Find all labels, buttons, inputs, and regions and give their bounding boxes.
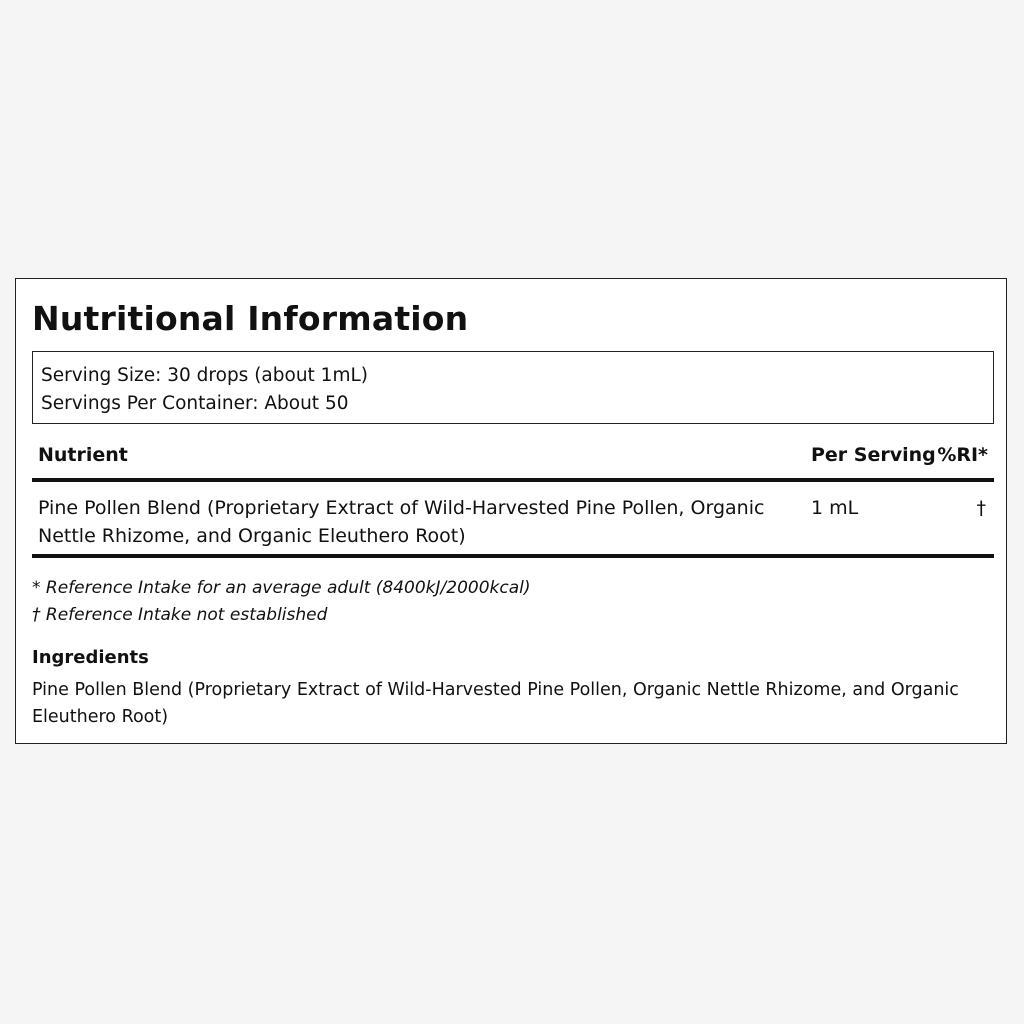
footnote-reference-intake: * Reference Intake for an average adult (8400kJ/2000kcal) [32, 578, 531, 598]
panel-title: Nutritional Information [32, 299, 469, 338]
header-nutrient: Nutrient [38, 444, 128, 466]
row-nutrient-name: Pine Pollen Blend (Proprietary Extract of Wild-Harvested Pine Pollen, Organic Nettle Rhizome, and Organic Eleuthero Root) [38, 497, 765, 547]
header-ri: %RI* [937, 444, 988, 466]
ingredients-heading: Ingredients [32, 647, 149, 668]
nutrient-table-header [32, 442, 994, 482]
ingredients-text: Pine Pollen Blend (Proprietary Extract of Wild-Harvested Pine Pollen, Organic Nettle Rhizome, and Organic Eleuthero Root) [32, 680, 959, 727]
servings-per-container: Servings Per Container: About 50 [41, 393, 349, 414]
row-per-serving: 1 mL [811, 497, 859, 519]
serving-size: Serving Size: 30 drops (about 1mL) [41, 365, 368, 386]
footnote-not-established: † Reference Intake not established [32, 605, 328, 625]
row-ri: † [976, 497, 986, 519]
serving-info-box [32, 351, 994, 424]
footnotes [32, 575, 531, 629]
nutrition-panel [15, 278, 1007, 744]
table-row [32, 482, 994, 558]
header-per-serving: Per Serving [811, 444, 936, 466]
